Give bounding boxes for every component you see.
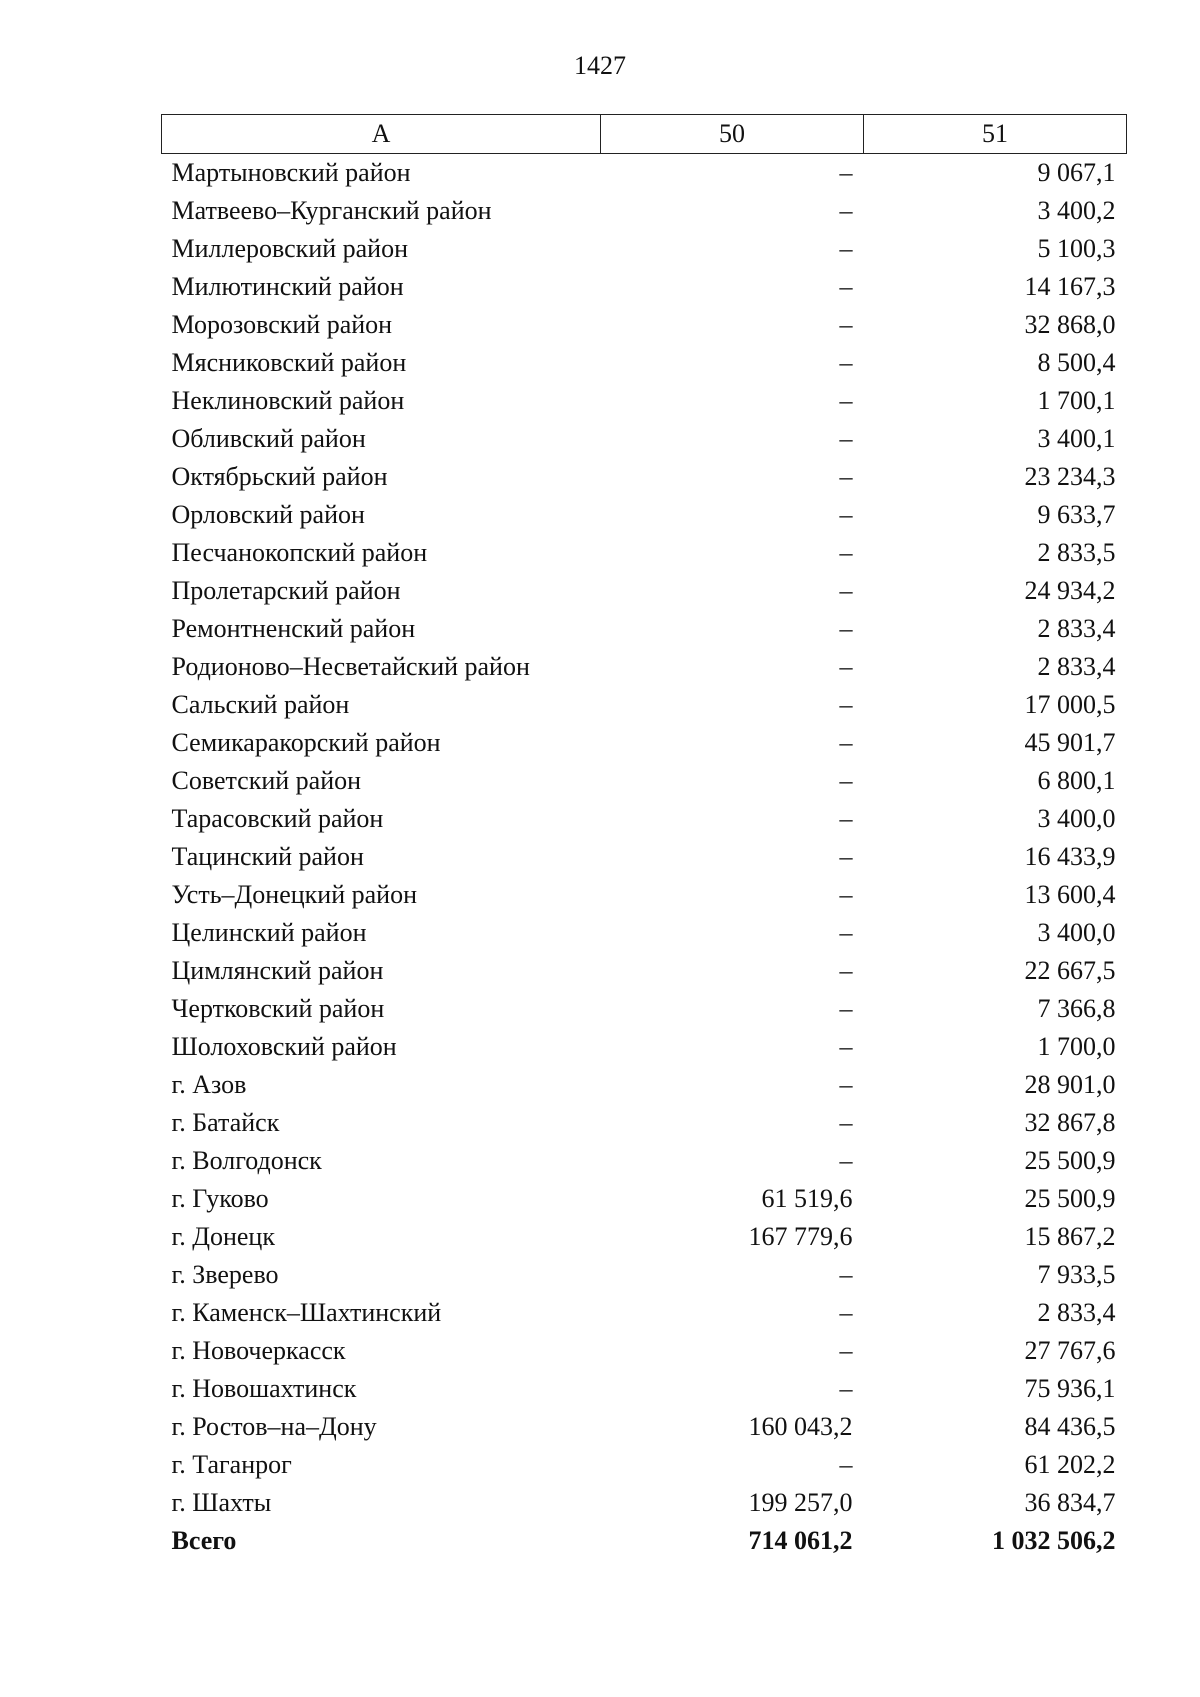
row-name-cell: Октябрьский район — [171, 462, 388, 491]
row-col51-cell: 3 400,0 — [1037, 804, 1116, 833]
row-name-cell: Шолоховский район — [171, 1032, 397, 1061]
row-col50-cell: – — [839, 614, 853, 643]
row-col51-cell: 1 032 506,2 — [992, 1526, 1116, 1555]
row-col50-cell: – — [839, 386, 853, 415]
table-row — [162, 534, 1127, 572]
row-col51-cell: 1 700,1 — [1037, 386, 1116, 415]
table-row — [162, 1370, 1127, 1408]
row-col51-cell: 2 833,4 — [1037, 652, 1116, 681]
table-header — [162, 115, 1127, 154]
row-name-cell: г. Зверево — [171, 1260, 279, 1289]
row-name-cell: Чертковский район — [171, 994, 385, 1023]
table-row — [162, 458, 1127, 496]
row-name-cell: Мясниковский район — [171, 348, 407, 377]
row-col50-cell: – — [839, 956, 853, 985]
row-col50-cell: – — [839, 766, 853, 795]
row-col50-cell: – — [839, 1260, 853, 1289]
row-name-cell: Орловский район — [171, 500, 365, 529]
row-name-cell: г. Батайск — [171, 1108, 280, 1137]
row-col51-cell: 7 366,8 — [1037, 994, 1116, 1023]
row-col51-cell: 36 834,7 — [1024, 1488, 1116, 1517]
table-row — [162, 914, 1127, 952]
table-row — [162, 496, 1127, 534]
table-row — [162, 990, 1127, 1028]
row-col51-cell: 17 000,5 — [1024, 690, 1116, 719]
row-col51-cell: 25 500,9 — [1024, 1184, 1116, 1213]
row-col50-cell: – — [839, 158, 853, 187]
row-col50-cell: – — [839, 652, 853, 681]
row-name-cell: Целинский район — [171, 918, 367, 947]
table-row — [162, 344, 1127, 382]
row-col51-cell: 9 067,1 — [1037, 158, 1116, 187]
row-col50-cell: – — [839, 576, 853, 605]
row-col51-cell: 15 867,2 — [1024, 1222, 1116, 1251]
row-col51-cell: 22 667,5 — [1024, 956, 1116, 985]
row-name-cell: Милютинский район — [171, 272, 404, 301]
table-row — [162, 610, 1127, 648]
row-col50-cell: 167 779,6 — [748, 1222, 853, 1251]
header-row — [162, 115, 1127, 154]
row-col51-cell: 1 700,0 — [1037, 1032, 1116, 1061]
row-col50-cell: – — [839, 880, 853, 909]
row-col51-cell: 6 800,1 — [1037, 766, 1116, 795]
row-name-cell: Обливский район — [171, 424, 366, 453]
row-name-cell: Пролетарский район — [171, 576, 401, 605]
row-col51-cell: 2 833,4 — [1037, 614, 1116, 643]
table-row — [162, 686, 1127, 724]
row-name-cell: г. Азов — [171, 1070, 247, 1099]
row-col50-cell: – — [839, 994, 853, 1023]
row-col51-cell: 16 433,9 — [1024, 842, 1116, 871]
row-col51-cell: 32 867,8 — [1024, 1108, 1116, 1137]
row-col51-cell: 7 933,5 — [1037, 1260, 1116, 1289]
table-row — [162, 952, 1127, 990]
row-col51-cell: 24 934,2 — [1024, 576, 1116, 605]
row-name-cell: Сальский район — [171, 690, 350, 719]
table-row — [162, 192, 1127, 230]
table-row — [162, 1332, 1127, 1370]
table-row — [162, 724, 1127, 762]
table-row — [162, 572, 1127, 610]
row-col51-cell: 32 868,0 — [1024, 310, 1116, 339]
row-name-cell: г. Шахты — [171, 1488, 272, 1517]
row-col50-cell: – — [839, 310, 853, 339]
row-col50-cell: – — [839, 842, 853, 871]
table-row — [162, 230, 1127, 268]
table-row — [162, 1180, 1127, 1218]
row-col50-cell: – — [839, 918, 853, 947]
row-col50-cell: – — [839, 196, 853, 225]
row-name-cell: Тацинский район — [171, 842, 364, 871]
row-col50-cell: – — [839, 1336, 853, 1365]
row-col50-cell: – — [839, 1108, 853, 1137]
row-col50-cell: – — [839, 1374, 853, 1403]
data-table — [161, 114, 1127, 1560]
table-body — [162, 154, 1127, 1561]
table-row — [162, 1446, 1127, 1484]
row-name-cell: Семикаракорский район — [171, 728, 441, 757]
table-row — [162, 1104, 1127, 1142]
table-row — [162, 1028, 1127, 1066]
table-row — [162, 1218, 1127, 1256]
row-name-cell: Ремонтненский район — [171, 614, 416, 643]
row-col51-cell: 2 833,5 — [1037, 538, 1116, 567]
row-col50-cell: – — [839, 1070, 853, 1099]
row-col51-cell: 5 100,3 — [1037, 234, 1116, 263]
row-col51-cell: 28 901,0 — [1024, 1070, 1116, 1099]
row-col50-cell: – — [839, 1298, 853, 1327]
row-name-cell: г. Таганрог — [171, 1450, 292, 1479]
row-col50-cell: 714 061,2 — [748, 1526, 853, 1555]
row-col51-cell: 75 936,1 — [1024, 1374, 1116, 1403]
row-col50-cell: – — [839, 462, 853, 491]
row-name-cell: Цимлянский район — [171, 956, 384, 985]
header-cell-51: 51 — [864, 115, 1127, 154]
table-row — [162, 876, 1127, 914]
row-name-cell: Мартыновский район — [171, 158, 411, 187]
row-col51-cell: 14 167,3 — [1024, 272, 1116, 301]
row-name-cell: Усть–Донецкий район — [171, 880, 417, 909]
table-row — [162, 306, 1127, 344]
page-number: 1427 — [574, 51, 626, 80]
row-col51-cell: 9 633,7 — [1037, 500, 1116, 529]
row-col51-cell: 84 436,5 — [1024, 1412, 1116, 1441]
table-row — [162, 1294, 1127, 1332]
table-row — [162, 382, 1127, 420]
row-name-cell: г. Донецк — [171, 1222, 275, 1251]
row-col51-cell: 3 400,2 — [1037, 196, 1116, 225]
table-row — [162, 762, 1127, 800]
row-col50-cell: – — [839, 538, 853, 567]
table-row — [162, 648, 1127, 686]
header-cell-50: 50 — [601, 115, 864, 154]
total-row — [162, 1522, 1127, 1560]
row-name-cell: Морозовский район — [171, 310, 393, 339]
row-col50-cell: 160 043,2 — [748, 1412, 853, 1441]
header-cell-a: А — [162, 115, 601, 154]
table-row — [162, 838, 1127, 876]
table-row — [162, 154, 1127, 193]
row-col50-cell: 61 519,6 — [761, 1184, 853, 1213]
row-name-cell: Тарасовский район — [171, 804, 384, 833]
row-col51-cell: 27 767,6 — [1024, 1336, 1116, 1365]
row-col50-cell: – — [839, 500, 853, 529]
row-col50-cell: – — [839, 1450, 853, 1479]
row-col51-cell: 61 202,2 — [1024, 1450, 1116, 1479]
row-col51-cell: 3 400,1 — [1037, 424, 1116, 453]
row-col50-cell: – — [839, 690, 853, 719]
row-name-cell: Песчанокопский район — [171, 538, 428, 567]
row-name-cell: Всего — [171, 1526, 237, 1555]
row-col50-cell: – — [839, 1146, 853, 1175]
row-col51-cell: 2 833,4 — [1037, 1298, 1116, 1327]
row-name-cell: г. Новошахтинск — [171, 1374, 357, 1403]
table-row — [162, 420, 1127, 458]
row-name-cell: Миллеровский район — [171, 234, 409, 263]
table-row — [162, 800, 1127, 838]
row-col51-cell: 3 400,0 — [1037, 918, 1116, 947]
row-name-cell: Матвеево–Курганский район — [171, 196, 492, 225]
table-row — [162, 1256, 1127, 1294]
row-name-cell: Неклиновский район — [171, 386, 405, 415]
row-name-cell: г. Каменск–Шахтинский — [171, 1298, 442, 1327]
table-row — [162, 1142, 1127, 1180]
row-col50-cell: – — [839, 234, 853, 263]
table-row — [162, 268, 1127, 306]
row-name-cell: г. Ростов–на–Дону — [171, 1412, 377, 1441]
table-row — [162, 1408, 1127, 1446]
row-col50-cell: – — [839, 348, 853, 377]
row-name-cell: Родионово–Несветайский район — [171, 652, 530, 681]
row-col50-cell: – — [839, 804, 853, 833]
table-row — [162, 1484, 1127, 1522]
row-name-cell: г. Волгодонск — [171, 1146, 322, 1175]
row-col51-cell: 25 500,9 — [1024, 1146, 1116, 1175]
table-row — [162, 1066, 1127, 1104]
row-col50-cell: – — [839, 728, 853, 757]
row-col51-cell: 45 901,7 — [1024, 728, 1116, 757]
row-col50-cell: – — [839, 1032, 853, 1061]
row-name-cell: г. Новочеркасск — [171, 1336, 346, 1365]
row-col51-cell: 8 500,4 — [1037, 348, 1116, 377]
row-col51-cell: 23 234,3 — [1024, 462, 1116, 491]
row-col50-cell: – — [839, 272, 853, 301]
row-name-cell: г. Гуково — [171, 1184, 269, 1213]
row-col50-cell: – — [839, 424, 853, 453]
row-col51-cell: 13 600,4 — [1024, 880, 1116, 909]
row-col50-cell: 199 257,0 — [748, 1488, 853, 1517]
row-name-cell: Советский район — [171, 766, 362, 795]
